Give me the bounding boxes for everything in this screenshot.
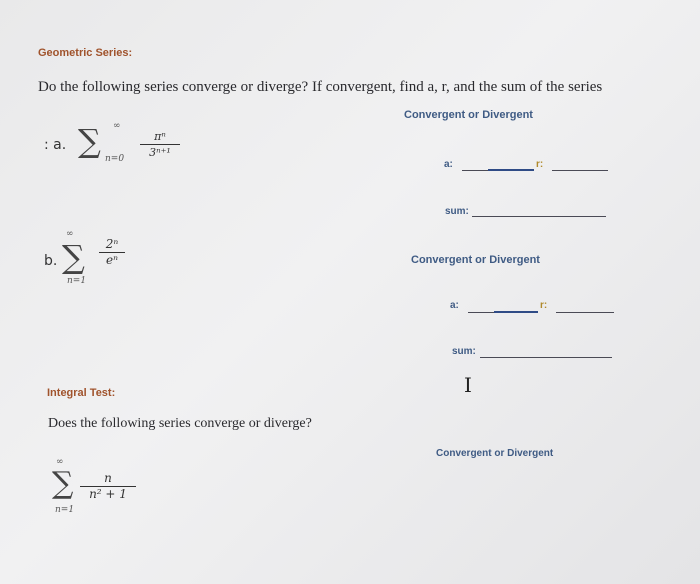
problem-a-a-blank-filled[interactable] (488, 169, 534, 171)
problem-a-upper-limit: ∞ (113, 121, 121, 131)
integral-lower-limit: n=1 (55, 505, 75, 515)
text-cursor-icon: I (464, 373, 472, 397)
geometric-question-text: Do the following series converge or diverge? If convergent, find a, r, and the sum of the series (38, 79, 603, 95)
integral-converge-choice: Convergent or Divergent (436, 448, 554, 459)
problem-b-r-label: r: (540, 300, 548, 311)
problem-b-a-label: a: (450, 300, 459, 311)
fraction-bar (140, 144, 180, 145)
problem-a-lower-limit: n=0 (105, 154, 125, 164)
problem-b-fraction (99, 238, 125, 267)
problem-b-denominator: eⁿ (106, 253, 118, 267)
problem-b-sum-blank[interactable] (480, 357, 612, 358)
problem-a-a-blank[interactable] (462, 170, 488, 171)
problem-a-sum-blank[interactable] (472, 216, 606, 217)
problem-a-sum-label: sum: (445, 206, 469, 217)
problem-a-numerator: πⁿ (154, 130, 166, 143)
integral-upper-limit: ∞ (56, 457, 64, 467)
integral-numerator: n (104, 471, 112, 485)
problem-b-label: b. (44, 253, 58, 269)
problem-b-a-blank[interactable] (468, 312, 494, 313)
integral-question-text: Does the following series converge or diverge? (48, 416, 312, 431)
sigma-c-icon: ∑ (52, 466, 74, 501)
integral-denominator: n² + 1 (89, 487, 127, 501)
problem-a-converge-choice: Convergent or Divergent (404, 109, 533, 121)
problem-a-r-blank[interactable] (552, 170, 608, 171)
problem-b-a-blank-filled[interactable] (494, 311, 538, 313)
problem-b-upper-limit: ∞ (66, 229, 74, 239)
sigma-a-icon: ∑ (78, 122, 101, 160)
problem-b-lower-limit: n=1 (67, 276, 87, 286)
problem-b-r-blank[interactable] (556, 312, 614, 313)
problem-b-converge-choice: Convergent or Divergent (411, 254, 540, 266)
problem-a-denominator: 3ⁿ⁺¹ (149, 146, 171, 159)
problem-b-sum-label: sum: (452, 346, 476, 357)
integral-test-heading: Integral Test: (47, 387, 116, 399)
problem-a-a-label: a: (444, 159, 453, 170)
problem-a-label: : a. (44, 137, 67, 153)
integral-fraction (80, 472, 136, 501)
problem-a-r-label: r: (536, 159, 544, 170)
problem-a-fraction (140, 130, 180, 159)
geometric-series-heading: Geometric Series: (38, 47, 133, 59)
sigma-b-icon: ∑ (62, 238, 85, 276)
problem-b-numerator: 2ⁿ (105, 237, 119, 251)
